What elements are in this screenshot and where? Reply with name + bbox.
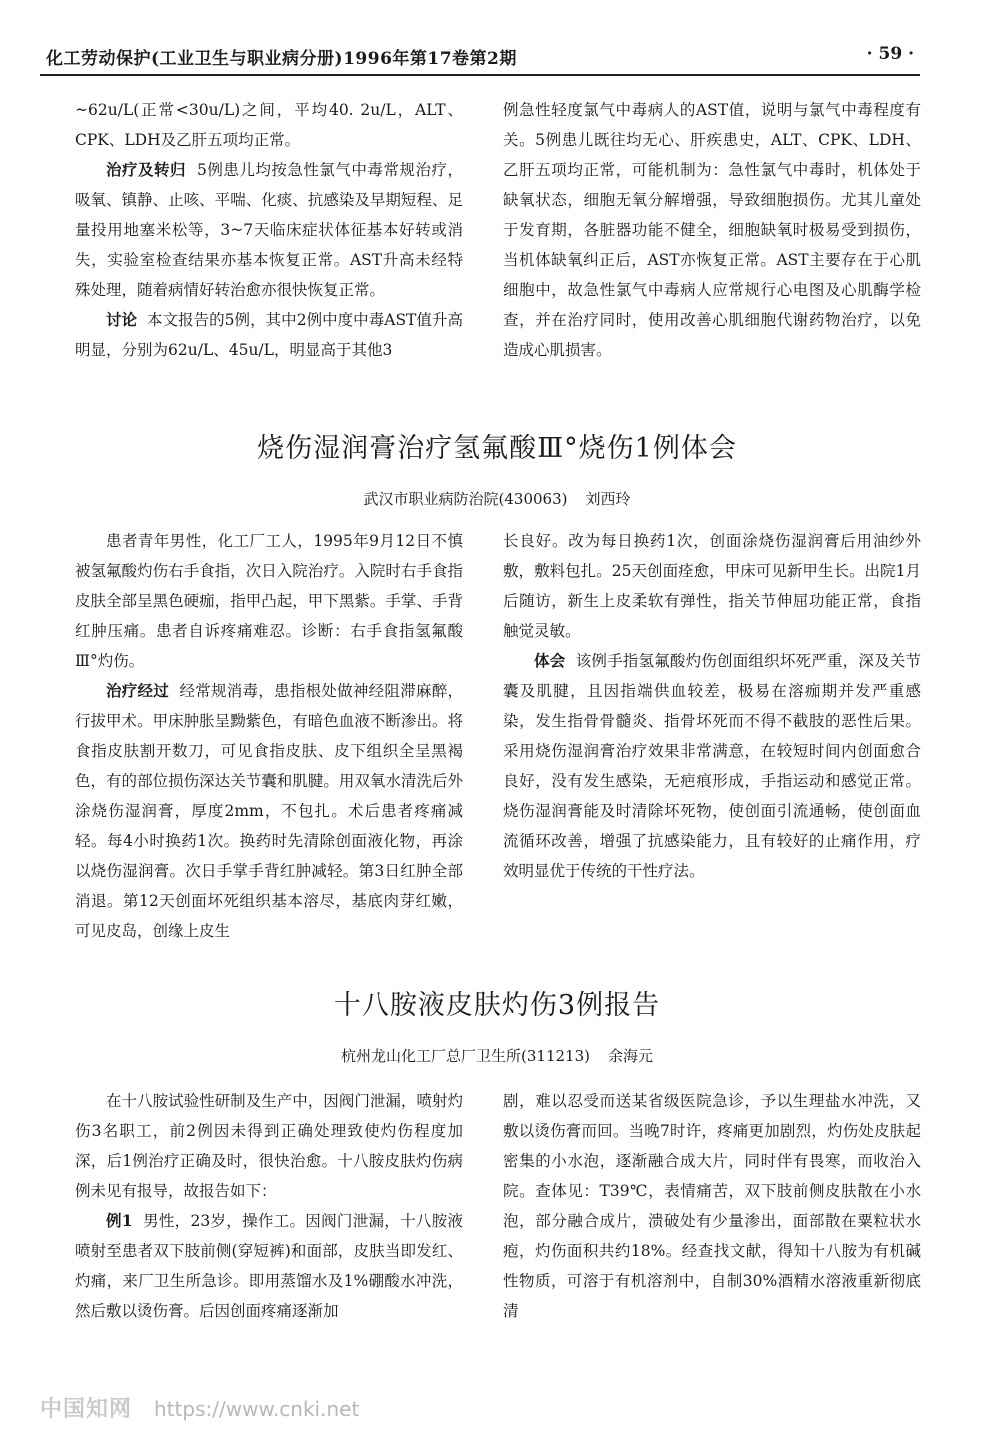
prev-left-paragraph-2 [75,155,463,305]
article-1-left-paragraph-2-text: 经常规消毒，患指根处做神经阻滞麻醉，行拔甲术。甲床肿胀呈黝紫色，有暗色血液不断渗出。将食指皮肤割开数刀，可见食指皮肤、皮下组织全呈黑褐色，有的部位损伤深达关节囊和肌腱。用双氧水清洗后外涂烧伤湿润膏，厚度2mm，不包扎。术后患者疼痛减轻。每4小时换药1次。换药时先清除创面液化物，再涂以烧伤湿润膏。次日手掌手背红肿减轻。第3日红肿全部消退。第12天创面坏死组织基本溶尽，基底肉芽红嫩，可见皮岛，创缘上皮生 [75,682,463,940]
footer-watermark [40,1392,359,1423]
prev-left-paragraph-1: ~62u/L(正常<30u/L)之间，平均40. 2u/L，ALT、CPK、LDH及乙肝五项均正常。 [75,101,463,149]
prev-left-paragraph-2-text: 5例患儿均按急性氯气中毒常规治疗，吸氧、镇静、止咳、平喘、化痰、抗感染及早期短程、足量投用地塞米松等，3~7天临床症状体征基本好转或消失，实验室检查结果亦基本恢复正常。AST升高未经特殊处理，随着病情好转治愈亦很快恢复正常。 [75,161,463,299]
keyword-discussion: 讨论 [106,310,138,329]
article-1-left-paragraph-1: 患者青年男性，化工厂工人，1995年9月12日不慎被氢氟酸灼伤右手食指，次日入院治疗。入院时右手食指皮肤全部呈黑色硬痂，指甲凸起，甲下黑紫。手掌、手背红肿压痛。患者自诉疼痛难忍。诊断：右手食指氢氟酸Ⅲ°灼伤。 [75,532,463,670]
page-number: · 59 · [866,44,914,64]
cnki-logo: 中国知网 [40,1397,133,1422]
cnki-url: https://www.cnki.net [154,1397,360,1421]
article-2-title: 十八胺液皮肤灼伤3例报告 [333,990,661,1021]
article-2-right-paragraph-1: 剧，难以忍受而送某省级医院急诊，予以生理盐水冲洗，又敷以烫伤膏而回。当晚7时许，疼痛更加剧烈，灼伤处皮肤起密集的小水泡，逐渐融合成大片，同时伴有畏寒，而收治入院。查体见：T39℃，表情痛苦，双下肢前侧皮肤散在小水泡，部分融合成片，溃破处有少量渗出，面部散在粟粒状水疱，灼伤面积共约18%。经查找文献，得知十八胺为有机碱性物质，可溶于有机溶剂中，自制30%酒精水溶液重新彻底清 [503,1092,921,1320]
prev-left-paragraph-3-text: 本文报告的5例，其中2例中度中毒AST值升高明显，分别为62u/L、45u/L，明显高于其他3 [75,311,463,359]
article-1-left-column [75,526,463,946]
prev-right-paragraph-1: 例急性轻度氯气中毒病人的AST值，说明与氯气中毒程度有关。5例患儿既往均无心、肝疾患史，ALT、CPK、LDH、乙肝五项均正常，可能机制为：急性氯气中毒时，机体处于缺氧状态，细胞无氧分解增强，导致细胞损伤。尤其儿童处于发育期，各脏器功能不健全，细胞缺氧时极易受到损伤，当机体缺氧纠正后，AST亦恢复正常。AST主要存在于心肌细胞中，故急性氯气中毒病人应常规行心电图及心肌酶学检查，并在治疗同时，使用改善心肌细胞代谢药物治疗，以免造成心肌损害。 [503,101,921,359]
article-2-byline [0,1045,994,1066]
article-1-left-paragraph-2 [75,676,463,946]
article-1-right-paragraph-2 [503,646,921,886]
keyword-case-1: 例1 [106,1211,133,1230]
keyword-experience: 体会 [534,651,566,670]
prev-article-left-column [75,95,463,365]
article-1-right-paragraph-2-text: 该例手指氢氟酸灼伤创面组织坏死严重，深及关节囊及肌腱，且因指端供血较差，极易在溶痂期并发严重感染，发生指骨骨髓炎、指骨坏死而不得不截肢的恶性后果。采用烧伤湿润膏治疗效果非常满意，在较短时间内创面愈合良好，没有发生感染，无疤痕形成，手指运动和感觉正常。烧伤湿润膏能及时清除坏死物，使创面引流通畅，使创面血流循环改善，增强了抗感染能力，且有较好的止痛作用，疗效明显优于传统的干性疗法。 [503,652,921,880]
article-1-right-column [503,526,921,886]
keyword-treatment-process: 治疗经过 [106,681,170,700]
keyword-treatment-outcome: 治疗及转归 [106,160,187,179]
article-2-left-paragraph-1: 在十八胺试验性研制及生产中，因阀门泄漏，喷射灼伤3名职工，前2例因未得到正确处理致使灼伤程度加深，后1例治疗正确及时，很快治愈。十八胺皮肤灼伤病例未见有报导，故报告如下： [75,1092,463,1200]
article-2-left-paragraph-2 [75,1206,463,1326]
article-2-affiliation: 杭州龙山化工厂总厂卫生所(311213) [341,1047,590,1065]
prev-article-right-column [503,95,921,365]
article-2-left-column [75,1086,463,1326]
article-1-byline [0,488,994,509]
article-2-author: 余海元 [607,1047,653,1065]
article-1-title: 烧伤湿润膏治疗氢氟酸Ⅲ°烧伤1例体会 [257,433,737,464]
article-1-right-paragraph-1: 长良好。改为每日换药1次，创面涂烧伤湿润膏后用油纱外敷，敷料包扎。25天创面痊愈，甲床可见新甲生长。出院1月后随访，新生上皮柔软有弹性，指关节伸屈功能正常，食指触觉灵敏。 [503,532,921,640]
article-1-affiliation: 武汉市职业病防治院(430063) [363,490,568,508]
prev-left-paragraph-3 [75,305,463,365]
article-2-left-paragraph-2-text: 男性，23岁，操作工。因阀门泄漏，十八胺液喷射至患者双下肢前侧(穿短裤)和面部，皮肤当即发红、灼痛，来厂卫生所急诊。即用蒸馏水及1%硼酸水冲洗，然后敷以烫伤膏。后因创面疼痛逐渐加 [75,1212,463,1320]
journal-title: 化工劳动保护(工业卫生与职业病分册)1996年第17卷第2期 [46,49,517,69]
article-2-right-column [503,1086,921,1326]
running-header [40,40,920,80]
header-rule [40,74,920,76]
article-1-author: 刘西玲 [585,490,631,508]
